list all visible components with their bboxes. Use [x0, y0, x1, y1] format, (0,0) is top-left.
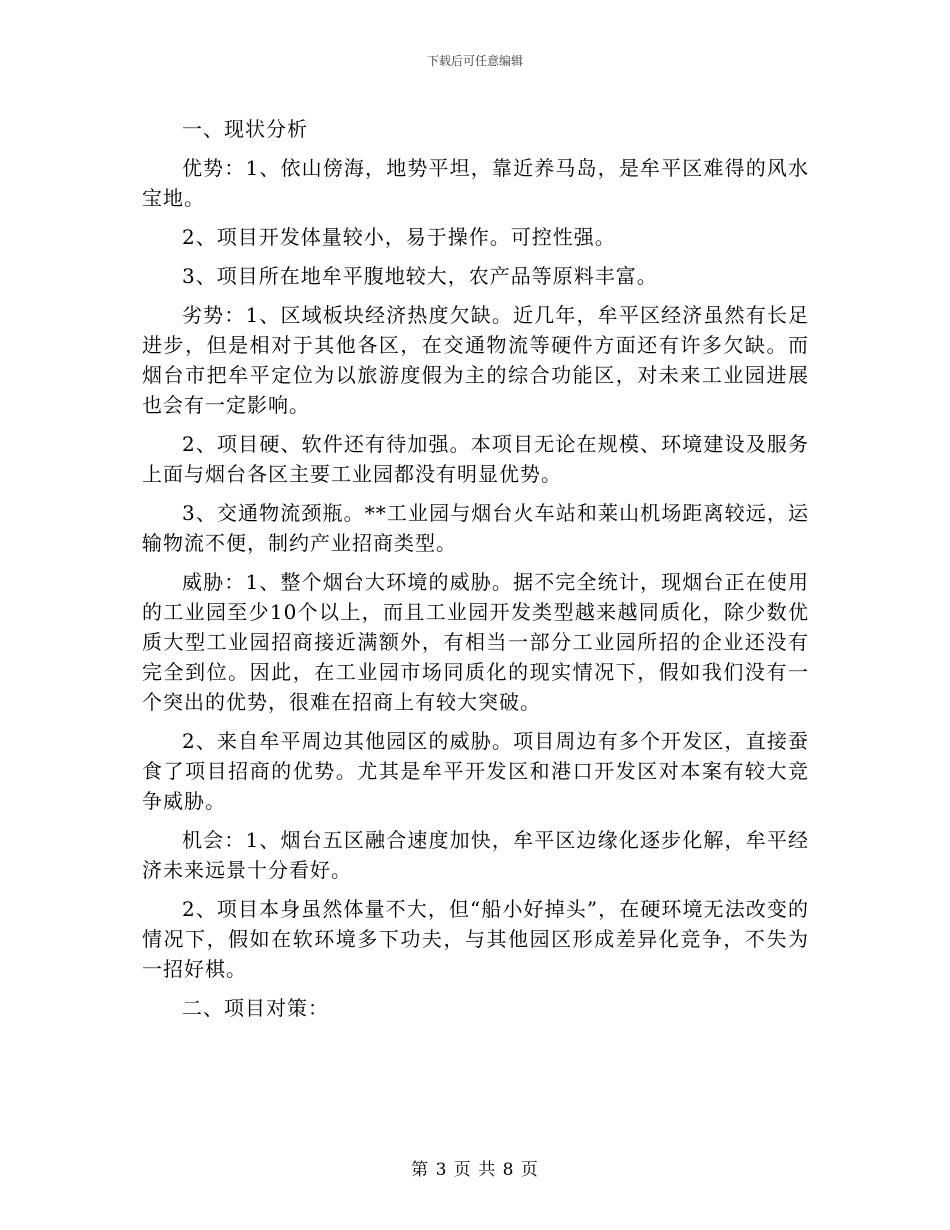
paragraph: 机会：1、烟台五区融合速度加快，牟平区边缘化逐步化解，牟平经济未来远景十分看好。: [142, 828, 809, 882]
document-body: [142, 114, 809, 1032]
paragraph: 威胁：1、整个烟台大环境的威胁。据不完全统计，现烟台正在使用的工业园至少10个以上，而且工业园开发类型越来越同质化，除少数优质大型工业园招商接近满额外，有相当一部分工业园所招的企业还没有完全到位。因此，在工业园市场同质化的现实情况下，假如我们没有一个突出的优势，很难在招商上有较大突破。: [142, 570, 809, 714]
paragraph: 2、来自牟平周边其他园区的威胁。项目周边有多个开发区，直接蚕食了项目招商的优势。尤其是牟平开发区和港口开发区对本案有较大竞争威胁。: [142, 729, 809, 813]
paragraph: 3、交通物流颈瓶。**工业园与烟台火车站和莱山机场距离较远，运输物流不便，制约产业招商类型。: [142, 501, 809, 555]
paragraph: 3、项目所在地牟平腹地较大，农产品等原料丰富。: [182, 264, 658, 288]
paragraph: 2、项目硬、软件还有待加强。本项目无论在规模、环境建设及服务上面与烟台各区主要工业园都没有明显优势。: [142, 432, 809, 486]
section-heading: 一、现状分析: [182, 117, 308, 141]
page-header: 下载后可任意编辑: [426, 54, 523, 68]
paragraph: 优势：1、依山傍海，地势平坦，靠近养马岛，是牟平区难得的风水宝地。: [142, 156, 809, 210]
paragraph: 2、项目本身虽然体量不大，但“船小好掉头”，在硬环境无法改变的情况下，假如在软环境多下功夫，与其他园区形成差异化竞争，不失为一招好棋。: [142, 897, 809, 981]
section-heading: 二、项目对策：: [182, 996, 329, 1020]
paragraph: 2、项目开发体量较小，易于操作。可控性强。: [182, 225, 616, 249]
page-footer: 第 3 页 共 8 页: [411, 1160, 539, 1180]
paragraph: 劣势：1、区域板块经济热度欠缺。近几年，牟平区经济虽然有长足进步，但是相对于其他各区，在交通物流等硬件方面还有许多欠缺。而烟台市把牟平定位为以旅游度假为主的综合功能区，对未来工业园进展也会有一定影响。: [142, 303, 809, 417]
